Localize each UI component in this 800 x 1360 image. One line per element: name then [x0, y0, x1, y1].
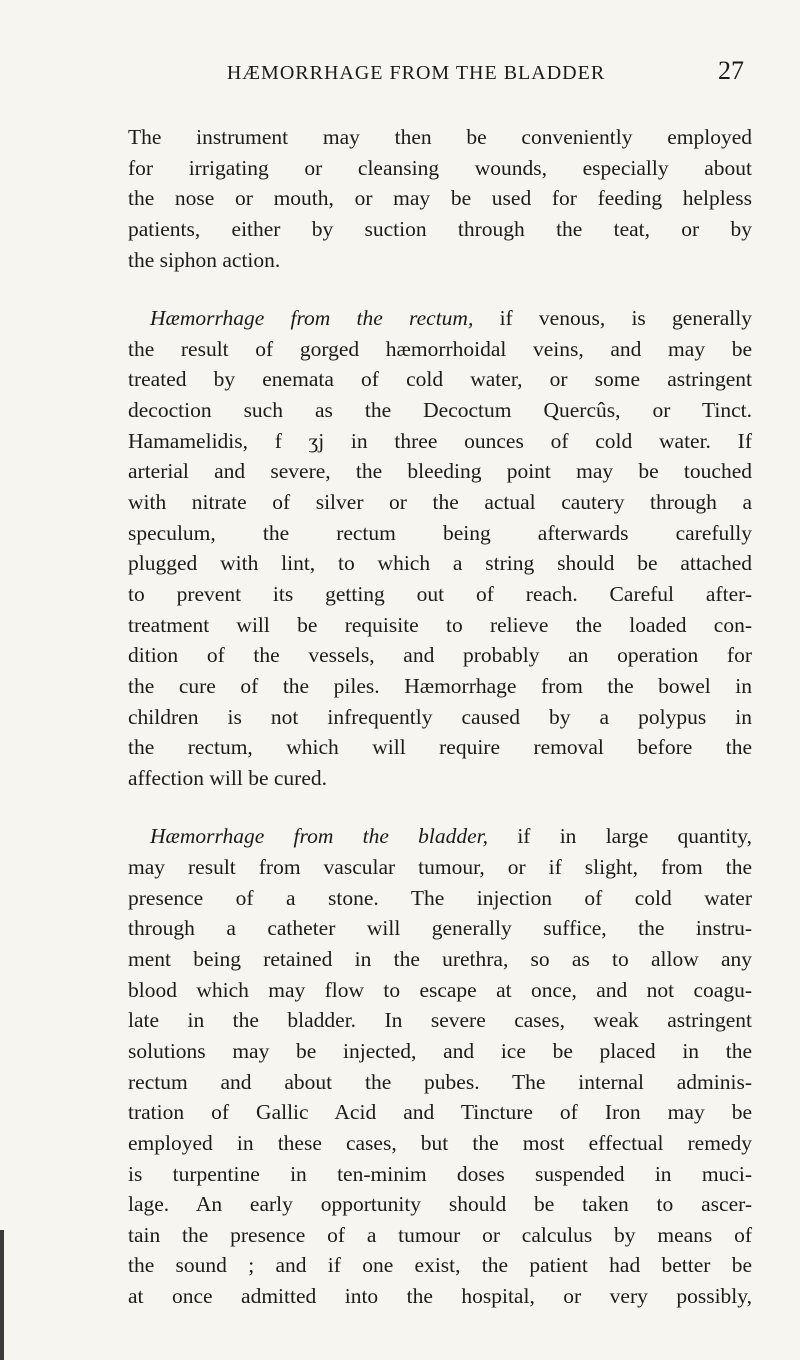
- text-line: presence of a stone. The injection of cold water: [128, 885, 752, 910]
- text-line: plugged with lint, to which a string should be attached: [128, 551, 752, 576]
- text-line: the nose or mouth, or may be used for feeding helpless: [128, 186, 752, 211]
- paragraph-1: [128, 122, 752, 275]
- running-title: HÆMORRHAGE FROM THE BLADDER: [226, 62, 606, 84]
- section-heading-italic: Hæmorrhage from the bladder,: [150, 824, 489, 849]
- text-line: patients, either by suction through the teat, or by: [128, 216, 752, 241]
- text-line: affection will be cured.: [128, 765, 327, 790]
- text-line: with nitrate of silver or the actual cautery through a: [128, 490, 752, 515]
- paragraph-lead-line: [128, 821, 752, 852]
- text-line: ment being retained in the urethra, so as to allow any: [128, 947, 752, 972]
- lead-text: if venous, is generally: [473, 306, 752, 331]
- text-line: The instrument may then be conveniently employed: [128, 125, 752, 149]
- text-line: dition of the vessels, and probably an operation for: [128, 643, 752, 668]
- text-line: late in the bladder. In severe cases, weak astringent: [128, 1008, 752, 1033]
- text-line: the cure of the piles. Hæmorrhage from the bowel in: [128, 673, 752, 698]
- text-line: the result of gorged hæmorrhoidal veins, and may be: [128, 336, 752, 361]
- text-line: solutions may be injected, and ice be placed in the: [128, 1038, 752, 1063]
- text-line: is turpentine in ten-minim doses suspended in muci-: [128, 1161, 752, 1186]
- text-line: treated by enemata of cold water, or some astringent: [128, 367, 752, 392]
- text-line: through a catheter will generally suffice, the instru-: [128, 916, 752, 941]
- page-number: 27: [718, 56, 744, 85]
- text-line: lage. An early opportunity should be taken to ascer-: [128, 1192, 752, 1217]
- text-line: tain the presence of a tumour or calculus by means of: [128, 1222, 752, 1247]
- text-line: may result from vascular tumour, or if slight, from the: [128, 855, 752, 880]
- text-line: tration of Gallic Acid and Tincture of Iron may be: [128, 1100, 752, 1125]
- text-line: decoction such as the Decoctum Quercûs, or Tinct.: [128, 398, 752, 423]
- running-head: [128, 56, 744, 90]
- paragraph-lead-line: [128, 303, 752, 334]
- text-line: arterial and severe, the bleeding point may be touched: [128, 459, 752, 484]
- body-text: [128, 122, 752, 1312]
- text-line: the rectum, which will require removal before the: [128, 735, 752, 760]
- text-line: the siphon action.: [128, 247, 281, 272]
- paragraph-3: [128, 821, 752, 1311]
- text-line: at once admitted into the hospital, or very possibly,: [128, 1284, 752, 1309]
- paragraph-2: [128, 303, 752, 793]
- text-line: employed in these cases, but the most effectual remedy: [128, 1130, 752, 1155]
- page-edge-shadow: [0, 1230, 4, 1360]
- text-line: rectum and about the pubes. The internal adminis-: [128, 1069, 752, 1094]
- lead-text: if in large quantity,: [488, 824, 752, 849]
- text-line: for irrigating or cleansing wounds, especially about: [128, 155, 752, 180]
- section-heading-italic: Hæmorrhage from the rectum,: [150, 306, 474, 331]
- text-line: treatment will be requisite to relieve the loaded con-: [128, 612, 752, 637]
- text-line: speculum, the rectum being afterwards carefully: [128, 520, 752, 545]
- text-line: Hamamelidis, f ʒj in three ounces of cold water. If: [128, 428, 752, 453]
- text-line: blood which may flow to escape at once, and not coagu-: [128, 977, 752, 1002]
- text-line: children is not infrequently caused by a polypus in: [128, 704, 752, 729]
- text-line: the sound ; and if one exist, the patient had better be: [128, 1253, 752, 1278]
- text-line: to prevent its getting out of reach. Careful after-: [128, 581, 752, 606]
